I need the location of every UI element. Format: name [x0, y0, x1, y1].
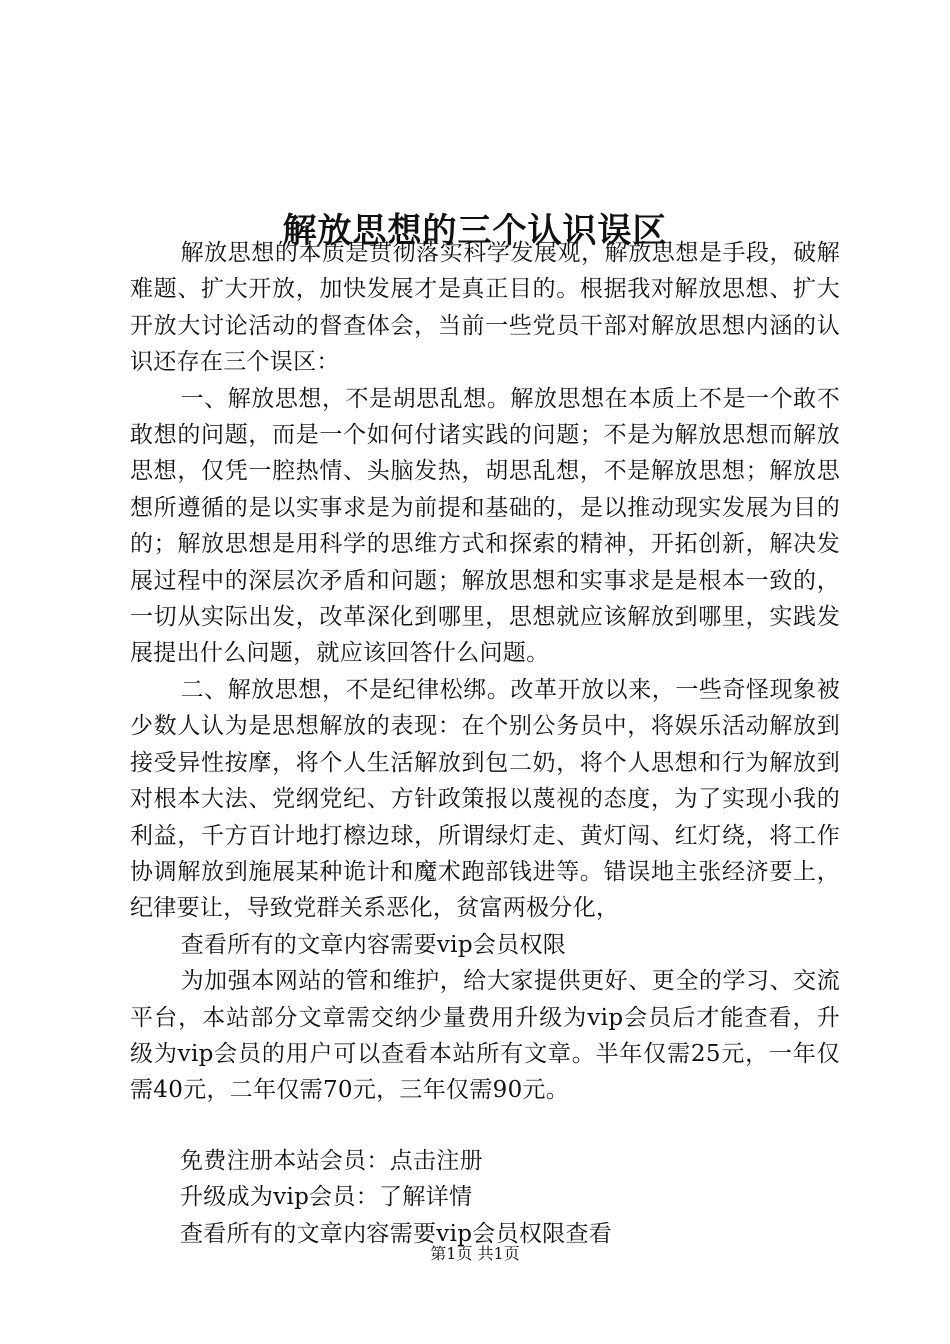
paragraph-point-one: 一、解放思想，不是胡思乱想。解放思想在本质上不是一个敢不敢想的问题，而是一个如何付诸实践的问题；不是为解放思想而解放思想，仅凭一腔热情、头脑发热，胡思乱想，不是解放思想；解放思想所遵循的是以实事求是为前提和基础的，是以推动现实发展为目的的；解放思想是用科学的思维方式和探索的精神，开拓创新，解决发展过程中的深层次矛盾和问题；解放思想和实事求是是根本一致的，一切从实际出发，改革深化到哪里，思想就应该解放到哪里，实践发展提出什么问题，就应该回答什么问题。 — [130, 385, 840, 667]
vip-notice: 查看所有的文章内容需要vip会员权限 — [180, 931, 567, 958]
upgrade-details-link[interactable]: 了解详情 — [379, 1184, 473, 1211]
page-footer: 第1页 共1页 — [430, 1244, 520, 1263]
document-body — [130, 235, 840, 1252]
register-line — [130, 1143, 840, 1179]
document-title: 解放思想的三个认识误区 — [282, 210, 668, 251]
upgrade-line — [130, 1179, 840, 1215]
view-label: 查看所有的文章内容需要vip会员权限 — [180, 1220, 566, 1247]
spacer — [130, 1109, 840, 1143]
upgrade-label: 升级成为vip会员： — [180, 1184, 380, 1211]
vip-description: 为加强本网站的管和维护，给大家提供更好、更全的学习、交流平台，本站部分文章需交纳少量费用升级为vip会员后才能查看，升级为vip会员的用户可以查看本站所有文章。半年仅需25元，一年仅需40元，二年仅需70元，三年仅需90元。 — [130, 968, 840, 1104]
register-label: 免费注册本站会员： — [180, 1147, 390, 1174]
view-link[interactable]: 查看 — [565, 1220, 613, 1247]
paragraph-point-two: 二、解放思想，不是纪律松绑。改革开放以来，一些奇怪现象被少数人认为是思想解放的表现：在个别公务员中，将娱乐活动解放到接受异性按摩，将个人生活解放到包二奶，将个人思想和行为解放到对根本大法、党纲党纪、方针政策报以蔑视的态度，为了实现小我的利益，千方百计地打檫边球，所谓绿灯走、黄灯闯、红灯绕，将工作协调解放到施展某种诡计和魔术跑部钱进等。错误地主张经济要上，纪律要让，导致党群关系恶化，贫富两极分化， — [130, 676, 840, 922]
register-link[interactable]: 点击注册 — [389, 1147, 483, 1174]
paragraph-intro: 解放思想的本质是贯彻落实科学发展观，解放思想是手段，破解难题、扩大开放，加快发展才是真正目的。根据我对解放思想、扩大开放大讨论活动的督查体会，当前一些党员干部对解放思想内涵的认识还存在三个误区： — [130, 240, 840, 376]
